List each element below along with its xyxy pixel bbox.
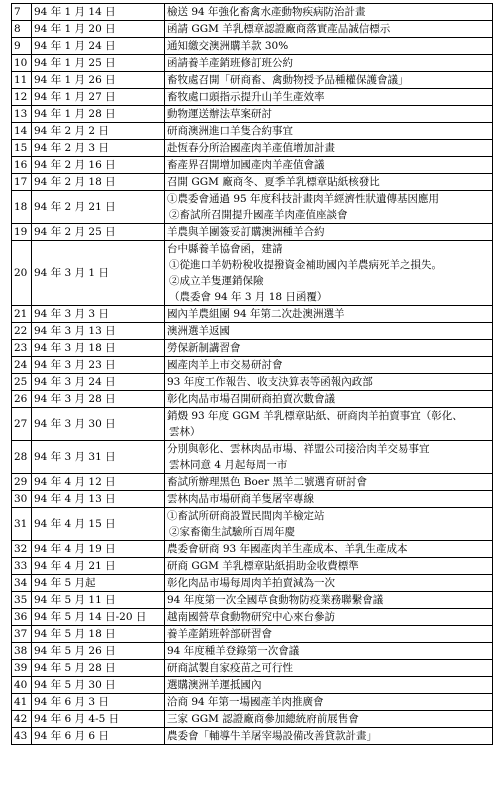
description-line: ②畜試所召開提升國產羊肉產值座談會 [169, 209, 348, 221]
row-date: 94 年 3 月 18 日 [32, 340, 165, 357]
row-date: 94 年 1 月 27 日 [32, 89, 165, 106]
description-line: ①從進口羊奶粉稅收提撥資金補助國內羊農病死羊之損失。 [169, 259, 442, 271]
table-row [12, 340, 493, 357]
table-row [12, 626, 493, 643]
row-number: 25 [12, 374, 32, 391]
table-row [12, 592, 493, 609]
row-date: 94 年 5 月 26 日 [32, 643, 165, 660]
table-row [12, 441, 493, 474]
row-date: 94 年 3 月 3 日 [32, 306, 165, 323]
row-description [165, 626, 493, 643]
description-line: 三家 GGM 認證廠商參加總統府前展售會 [167, 713, 359, 725]
row-number: 17 [12, 174, 32, 191]
table-row [12, 89, 493, 106]
row-description [165, 711, 493, 728]
table-row [12, 106, 493, 123]
description-line: 畜牧處口頭指示提升山羊生產效率 [167, 91, 325, 103]
row-description [165, 140, 493, 157]
table-row [12, 643, 493, 660]
row-description [165, 357, 493, 374]
row-description [165, 4, 493, 21]
row-description [165, 191, 493, 224]
row-date: 94 年 3 月 31 日 [32, 441, 165, 474]
table-row [12, 323, 493, 340]
row-description [165, 21, 493, 38]
description-line: 洽商 94 年第一場國產羊肉推廣會 [167, 696, 324, 708]
row-description [165, 660, 493, 677]
row-description [165, 694, 493, 711]
description-line: 畜產界召開增加國產肉羊產值會議 [167, 159, 325, 171]
table-row [12, 575, 493, 592]
description-line: 畜牧處召開「研商畜、禽動物授予品種權保護會議」 [167, 74, 409, 86]
table-row [12, 408, 493, 441]
table-row [12, 558, 493, 575]
events-table-body [12, 4, 493, 745]
row-description [165, 728, 493, 745]
row-description [165, 441, 493, 474]
table-row [12, 677, 493, 694]
row-number: 20 [12, 241, 32, 306]
description-line: 畜試所辦理黑色 Boer 黑羊二號選育研討會 [167, 476, 367, 488]
row-description [165, 89, 493, 106]
row-date: 94 年 2 月 3 日 [32, 140, 165, 157]
description-line: 越南國營草食動物研究中心來台參訪 [167, 611, 335, 623]
row-number: 13 [12, 106, 32, 123]
row-description [165, 323, 493, 340]
table-row [12, 241, 493, 306]
row-number: 34 [12, 575, 32, 592]
description-line: 國產肉羊上市交易研討會 [167, 359, 283, 371]
description-line: 動物運送辦法草案研討 [167, 108, 272, 120]
row-number: 40 [12, 677, 32, 694]
description-line: 赴恆春分所洽國產肉羊產值增加計畫 [167, 142, 335, 154]
description-line: 雲林肉品市場研商羊隻屠宰專線 [167, 493, 314, 505]
row-date: 94 年 6 月 4-5 日 [32, 711, 165, 728]
table-row [12, 174, 493, 191]
row-description [165, 72, 493, 89]
row-date: 94 年 4 月 12 日 [32, 474, 165, 491]
row-date: 94 年 1 月 14 日 [32, 4, 165, 21]
row-description [165, 491, 493, 508]
row-description [165, 592, 493, 609]
row-number: 38 [12, 643, 32, 660]
row-number: 15 [12, 140, 32, 157]
row-date: 94 年 5 月 30 日 [32, 677, 165, 694]
description-line: 澳洲選羊返國 [167, 325, 230, 337]
description-line: 農委會「輔導牛羊屠宰場設備改善貸款計畫」 [167, 730, 377, 742]
description-line: 國內羊農組團 94 年第二次赴澳洲選羊 [167, 308, 345, 320]
row-description [165, 474, 493, 491]
description-line: 選購澳洲羊運抵國內 [167, 679, 262, 691]
table-row [12, 157, 493, 174]
row-description [165, 508, 493, 541]
events-table [11, 3, 493, 745]
description-line: 彰化肉品市場召開研商拍賣次數會議 [167, 393, 335, 405]
row-date: 94 年 4 月 21 日 [32, 558, 165, 575]
row-description [165, 391, 493, 408]
description-line: 94 年度第一次全國草食動物防疫業務聯繫會議 [167, 594, 384, 606]
table-row [12, 609, 493, 626]
table-row [12, 694, 493, 711]
row-date: 94 年 5 月 14 日-20 日 [32, 609, 165, 626]
row-number: 29 [12, 474, 32, 491]
row-date: 94 年 3 月 24 日 [32, 374, 165, 391]
row-date: 94 年 2 月 16 日 [32, 157, 165, 174]
row-number: 27 [12, 408, 32, 441]
row-date: 94 年 3 月 23 日 [32, 357, 165, 374]
description-line: （農委會 94 年 3 月 18 日函覆） [169, 291, 328, 303]
row-number: 7 [12, 4, 32, 21]
row-number: 28 [12, 441, 32, 474]
table-row [12, 72, 493, 89]
table-row [12, 660, 493, 677]
row-date: 94 年 2 月 2 日 [32, 123, 165, 140]
description-line: ①畜試所研商設置民間肉羊檢定站 [167, 510, 325, 522]
row-date: 94 年 3 月 28 日 [32, 391, 165, 408]
row-number: 22 [12, 323, 32, 340]
row-date: 94 年 5 月 11 日 [32, 592, 165, 609]
description-line: 雲林） [169, 426, 201, 438]
description-line: 農委會研商 93 年國產肉羊生產成本、羊乳生產成本 [167, 543, 408, 555]
table-row [12, 541, 493, 558]
row-description [165, 55, 493, 72]
description-line: 函請 GGM 羊乳標章認證廠商落實產品誠信標示 [167, 23, 391, 35]
table-row [12, 391, 493, 408]
document-page [11, 3, 492, 745]
row-number: 23 [12, 340, 32, 357]
row-date: 94 年 6 月 3 日 [32, 694, 165, 711]
row-description [165, 241, 493, 306]
table-row [12, 306, 493, 323]
description-line: 台中縣養羊協會函，建請 [167, 243, 283, 255]
description-line: 雲林同意 4 月起每周一市 [169, 459, 288, 471]
row-description [165, 174, 493, 191]
table-row [12, 38, 493, 55]
row-number: 30 [12, 491, 32, 508]
row-description [165, 541, 493, 558]
row-number: 37 [12, 626, 32, 643]
row-number: 14 [12, 123, 32, 140]
row-number: 36 [12, 609, 32, 626]
row-description [165, 374, 493, 391]
row-date: 94 年 3 月 30 日 [32, 408, 165, 441]
row-number: 26 [12, 391, 32, 408]
row-number: 11 [12, 72, 32, 89]
row-description [165, 609, 493, 626]
row-number: 24 [12, 357, 32, 374]
row-number: 39 [12, 660, 32, 677]
table-row [12, 508, 493, 541]
row-date: 94 年 2 月 18 日 [32, 174, 165, 191]
table-row [12, 55, 493, 72]
row-description [165, 224, 493, 241]
row-date: 94 年 1 月 28 日 [32, 106, 165, 123]
description-line: 檢送 94 年強化畜禽水產動物疾病防治計畫 [167, 6, 366, 18]
row-number: 8 [12, 21, 32, 38]
description-line: 93 年度工作報告、收支決算表等函報內政部 [167, 376, 373, 388]
table-row [12, 140, 493, 157]
description-line: 通知繳交澳洲購羊款 30% [167, 40, 289, 52]
description-line: 勞保新制講習會 [167, 342, 241, 354]
description-line: 研商 GGM 羊乳標章貼紙捐助金收費標準 [167, 560, 359, 572]
row-description [165, 575, 493, 592]
row-date: 94 年 1 月 20 日 [32, 21, 165, 38]
row-number: 32 [12, 541, 32, 558]
row-description [165, 38, 493, 55]
description-line: 彰化肉品市場每周肉羊拍賣減為一次 [167, 577, 335, 589]
row-date: 94 年 1 月 24 日 [32, 38, 165, 55]
row-description [165, 677, 493, 694]
row-date: 94 年 5 月 28 日 [32, 660, 165, 677]
row-number: 42 [12, 711, 32, 728]
table-row [12, 728, 493, 745]
row-number: 43 [12, 728, 32, 745]
description-line: 研商澳洲進口羊隻合約事宜 [167, 125, 293, 137]
row-number: 12 [12, 89, 32, 106]
row-date: 94 年 2 月 25 日 [32, 224, 165, 241]
row-number: 31 [12, 508, 32, 541]
row-description [165, 643, 493, 660]
description-line: 養羊產銷班幹部研習會 [167, 628, 272, 640]
row-number: 35 [12, 592, 32, 609]
table-row [12, 491, 493, 508]
description-line: ②家畜衛生試驗所百周年慶 [169, 526, 295, 538]
row-number: 19 [12, 224, 32, 241]
row-date: 94 年 4 月 19 日 [32, 541, 165, 558]
row-date: 94 年 5 月 18 日 [32, 626, 165, 643]
description-line: ②成立羊隻運銷保險 [169, 275, 264, 287]
row-date: 94 年 4 月 13 日 [32, 491, 165, 508]
row-number: 21 [12, 306, 32, 323]
description-line: 分別與彰化、雲林肉品市場、祥盟公司接洽肉羊交易事宜 [167, 443, 430, 455]
row-description [165, 106, 493, 123]
table-row [12, 711, 493, 728]
row-number: 9 [12, 38, 32, 55]
description-line: 函請養羊產銷班修訂班公約 [167, 57, 293, 69]
row-description [165, 306, 493, 323]
row-date: 94 年 1 月 25 日 [32, 55, 165, 72]
row-number: 10 [12, 55, 32, 72]
row-description [165, 408, 493, 441]
row-date: 94 年 6 月 6 日 [32, 728, 165, 745]
table-row [12, 123, 493, 140]
row-date: 94 年 3 月 1 日 [32, 241, 165, 306]
table-row [12, 374, 493, 391]
row-description [165, 558, 493, 575]
row-number: 41 [12, 694, 32, 711]
row-date: 94 年 1 月 26 日 [32, 72, 165, 89]
table-row [12, 4, 493, 21]
description-line: 羊農與羊團簽妥訂購澳洲種羊合約 [167, 226, 325, 238]
row-description [165, 157, 493, 174]
description-line: 召開 GGM 廠商冬、夏季羊乳標章貼紙核發比 [167, 176, 380, 188]
row-description [165, 123, 493, 140]
table-row [12, 191, 493, 224]
description-line: ①農委會通過 95 年度科技計畫肉羊經濟性狀遺傳基因應用 [167, 193, 440, 205]
row-date: 94 年 4 月 15 日 [32, 508, 165, 541]
row-date: 94 年 5 月起 [32, 575, 165, 592]
table-row [12, 474, 493, 491]
description-line: 研商試製自家疫苗之可行性 [167, 662, 293, 674]
row-date: 94 年 3 月 13 日 [32, 323, 165, 340]
description-line: 94 年度種羊登錄第一次會議 [167, 645, 300, 657]
row-number: 18 [12, 191, 32, 224]
row-number: 16 [12, 157, 32, 174]
table-row [12, 224, 493, 241]
table-row [12, 21, 493, 38]
description-line: 銷燬 93 年度 GGM 羊乳標章貼紙、研商肉羊拍賣事宜（彰化、 [167, 410, 463, 422]
row-date: 94 年 2 月 21 日 [32, 191, 165, 224]
row-description [165, 340, 493, 357]
row-number: 33 [12, 558, 32, 575]
table-row [12, 357, 493, 374]
